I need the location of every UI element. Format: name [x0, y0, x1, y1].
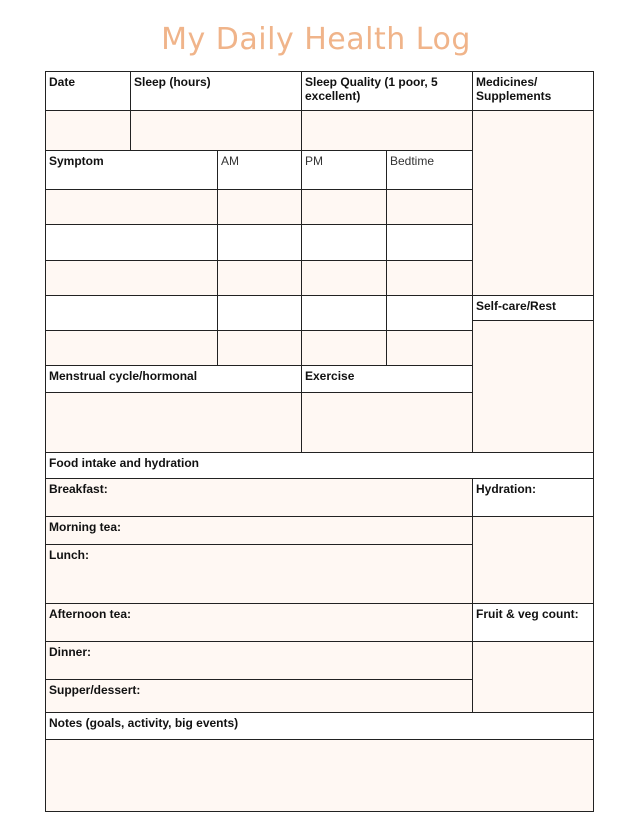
food-label: Food intake and hydration — [45, 452, 594, 479]
symptom-pm-cell[interactable] — [301, 260, 387, 296]
symptom-pm-cell[interactable] — [301, 295, 387, 331]
date-field[interactable] — [45, 110, 131, 151]
breakfast-field[interactable]: Breakfast: — [45, 478, 473, 517]
symptom-pm-cell[interactable] — [301, 189, 387, 225]
morning-tea-field[interactable]: Morning tea: — [45, 516, 473, 545]
supper-field[interactable]: Supper/dessert: — [45, 679, 473, 713]
symptom-bedtime-cell[interactable] — [386, 224, 473, 261]
notes-label: Notes (goals, activity, big events) — [45, 712, 594, 740]
pm-label: PM — [301, 150, 387, 190]
symptom-bedtime-cell[interactable] — [386, 295, 473, 331]
symptom-pm-cell[interactable] — [301, 224, 387, 261]
symptom-pm-cell[interactable] — [301, 330, 387, 366]
symptom-am-cell[interactable] — [217, 189, 302, 225]
symptom-cell[interactable] — [45, 295, 218, 331]
date-label: Date — [45, 71, 131, 111]
hydration-field[interactable] — [472, 516, 594, 604]
symptom-am-cell[interactable] — [217, 260, 302, 296]
medicines-label: Medicines/ Supplements — [472, 71, 594, 111]
sleep-hours-field[interactable] — [130, 110, 302, 151]
afternoon-tea-field[interactable]: Afternoon tea: — [45, 603, 473, 642]
menstrual-field[interactable] — [45, 392, 302, 453]
symptom-cell[interactable] — [45, 330, 218, 366]
self-care-label: Self-care/Rest — [472, 295, 594, 321]
symptom-bedtime-cell[interactable] — [386, 260, 473, 296]
lunch-field[interactable]: Lunch: — [45, 544, 473, 604]
am-label: AM — [217, 150, 302, 190]
dinner-field[interactable]: Dinner: — [45, 641, 473, 680]
notes-field[interactable] — [45, 739, 594, 812]
menstrual-label: Menstrual cycle/hormonal — [45, 365, 302, 393]
exercise-field[interactable] — [301, 392, 473, 453]
hydration-label: Hydration: — [472, 478, 594, 517]
fruit-veg-field[interactable] — [472, 641, 594, 713]
sleep-quality-field[interactable] — [301, 110, 473, 151]
symptom-am-cell[interactable] — [217, 224, 302, 261]
symptom-cell[interactable] — [45, 224, 218, 261]
symptom-bedtime-cell[interactable] — [386, 330, 473, 366]
symptom-label: Symptom — [45, 150, 218, 190]
sleep-hours-label: Sleep (hours) — [130, 71, 302, 111]
medicines-field[interactable] — [472, 110, 594, 296]
symptom-cell[interactable] — [45, 189, 218, 225]
exercise-label: Exercise — [301, 365, 473, 393]
self-care-field[interactable] — [472, 320, 594, 453]
symptom-am-cell[interactable] — [217, 295, 302, 331]
symptom-am-cell[interactable] — [217, 330, 302, 366]
sleep-quality-label: Sleep Quality (1 poor, 5 excellent) — [301, 71, 473, 111]
symptom-bedtime-cell[interactable] — [386, 189, 473, 225]
symptom-cell[interactable] — [45, 260, 218, 296]
bedtime-label: Bedtime — [386, 150, 473, 190]
fruit-veg-label: Fruit & veg count: — [472, 603, 594, 642]
page-title: My Daily Health Log — [161, 22, 471, 57]
